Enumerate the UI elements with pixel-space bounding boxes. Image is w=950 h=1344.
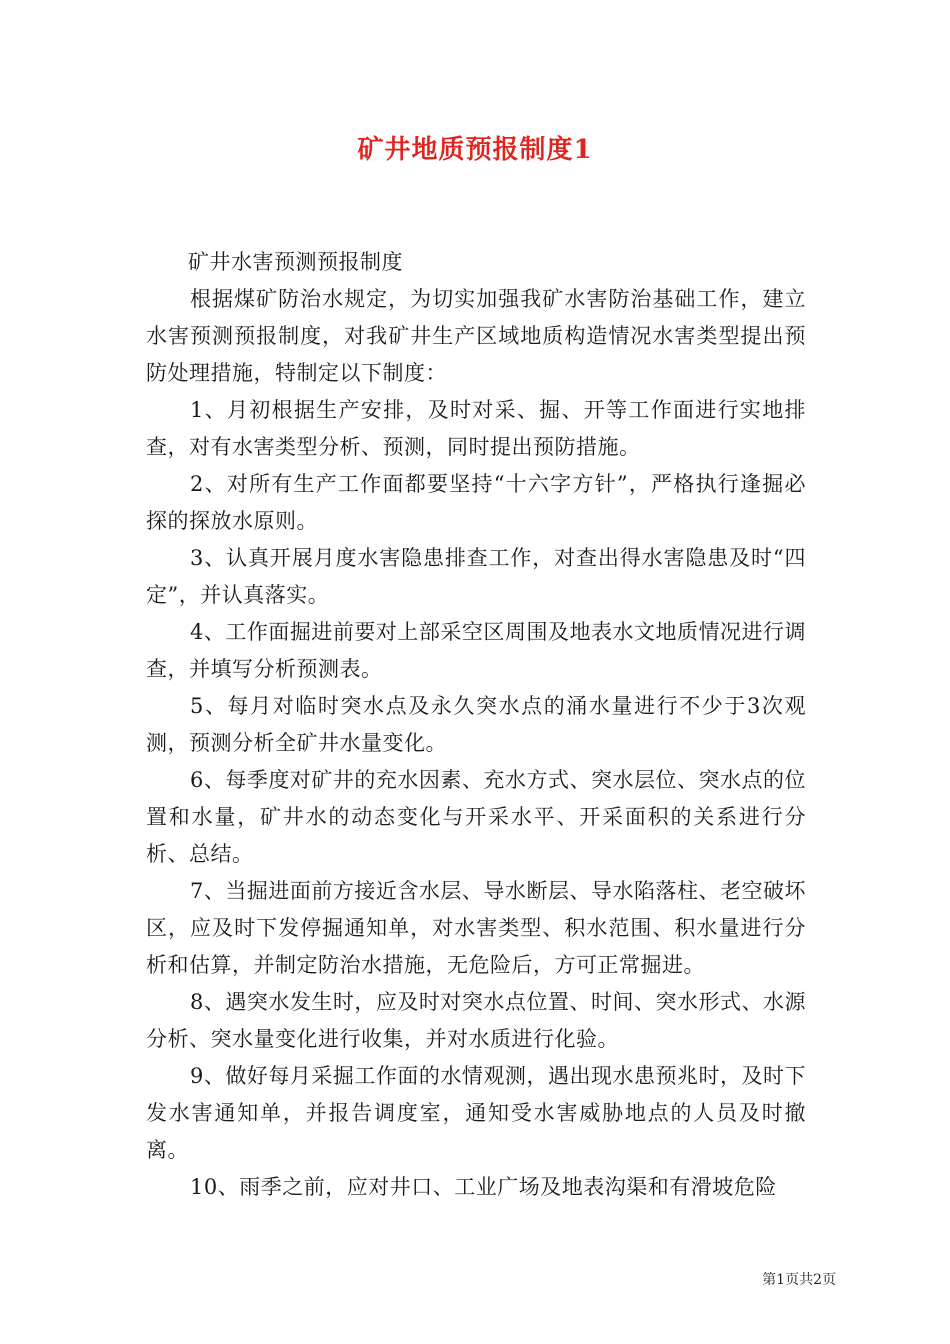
rule-item-2: 2、对所有生产工作面都要坚持“十六字方针”，严格执行逢掘必探的探放水原则。 bbox=[146, 472, 806, 533]
rule-item-1: 1、月初根据生产安排，及时对采、掘、开等工作面进行实地排查，对有水害类型分析、预测，同时提出预防措施。 bbox=[146, 398, 806, 459]
document-body bbox=[146, 244, 806, 1206]
intro-paragraph: 根据煤矿防治水规定，为切实加强我矿水害防治基础工作，建立水害预测预报制度，对我矿井生产区域地质构造情况水害类型提出预防处理措施，特制定以下制度： bbox=[146, 287, 806, 385]
rule-item-10: 10、雨季之前，应对井口、工业广场及地表沟渠和有滑坡危险 bbox=[190, 1175, 777, 1199]
page-number: 第1页共2页 bbox=[762, 1272, 836, 1288]
rule-item-9: 9、做好每月采掘工作面的水情观测，遇出现水患预兆时，及时下发水害通知单，并报告调度室，通知受水害威胁地点的人员及时撤离。 bbox=[146, 1064, 806, 1162]
rule-item-5: 5、每月对临时突水点及永久突水点的涌水量进行不少于3次观测，预测分析全矿井水量变化。 bbox=[146, 694, 806, 755]
rule-item-4: 4、工作面掘进前要对上部采空区周围及地表水文地质情况进行调查，并填写分析预测表。 bbox=[146, 620, 806, 681]
document-title: 矿井地质预报制度1 bbox=[357, 135, 593, 165]
rule-item-3: 3、认真开展月度水害隐患排查工作，对查出得水害隐患及时“四定”，并认真落实。 bbox=[146, 546, 806, 607]
rule-item-8: 8、遇突水发生时，应及时对突水点位置、时间、突水形式、水源分析、突水量变化进行收集，并对水质进行化验。 bbox=[146, 990, 806, 1051]
rule-item-7: 7、当掘进面前方接近含水层、导水断层、导水陷落柱、老空破坏区，应及时下发停掘通知单，对水害类型、积水范围、积水量进行分析和估算，并制定防治水措施，无危险后，方可正常掘进。 bbox=[146, 879, 806, 977]
rule-item-6: 6、每季度对矿井的充水因素、充水方式、突水层位、突水点的位置和水量，矿井水的动态变化与开采水平、开采面积的关系进行分析、总结。 bbox=[146, 768, 806, 866]
section-heading: 矿井水害预测预报制度 bbox=[188, 250, 403, 274]
